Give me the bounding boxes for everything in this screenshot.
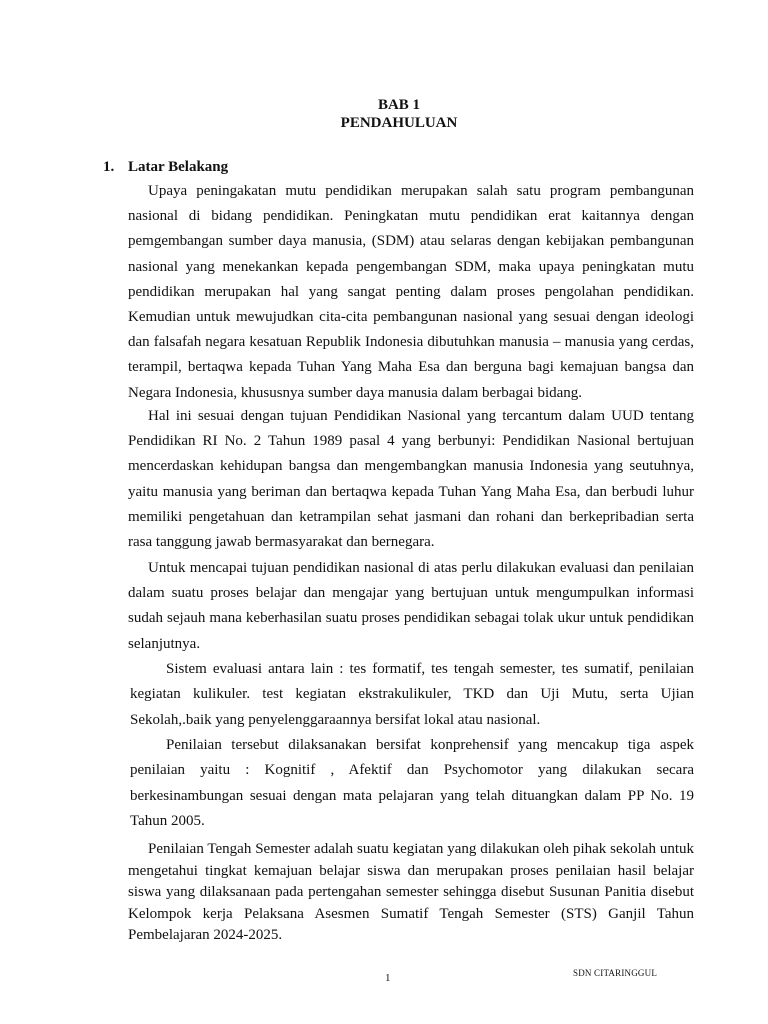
- chapter-number: BAB 1: [377, 97, 421, 113]
- paragraph-4: Sistem evaluasi antara lain : tes formatif, tes tengah semester, tes sumatif, penilaian kegiatan kulikuler. test kegiatan ekstrakulikuler, TKD dan Uji Mutu, serta Ujian Sekolah,.baik yang penyelenggaraannya bersifat lokal atau nasional.: [130, 661, 694, 728]
- paragraph-5: Penilaian tersebut dilaksanakan bersifat konprehensif yang mencakup tiga aspek penilaian yaitu : Kognitif , Afektif dan Psychomotor yang dilakukan secara berkesinambungan sesuai dengan mata pelajaran yang telah dituangkan dalam PP No. 19 Tahun 2005.: [130, 737, 694, 829]
- paragraph-3: Untuk mencapai tujuan pendidikan nasional di atas perlu dilakukan evaluasi dan penilaian dalam suatu proses belajar dan mengajar yang bertujuan untuk mengumpulkan informasi sudah sejauh mana keberhasilan suatu proses pendidikan sebagai tolak ukur untuk pendidikan selanjutnya.: [128, 560, 694, 652]
- paragraph-1: Upaya peningakatan mutu pendidikan merupakan salah satu program pembangunan nasional di bidang pendidikan. Peningkatan mutu pendidikan erat kaitannya dengan pemgembangan sumber daya manusia, (SDM) atau selaras dengan kebijakan pembangunan nasional yang menekankan kepada pengembangan SDM, maka upaya peningkatan mutu pendidikan merupakan hal yang sangat penting dalam proses pengolahan pendidikan. Kemudian untuk mewujudkan cita-cita pembangunan nasional yang sesuai dengan ideologi dan falsafah negara kesatuan Republik Indonesia dibutuhkan manusia – manusia yang cerdas, terampil, bertaqwa kepada Tuhan Yang Maha Esa dan berguna bagi kemajuan bangsa dan Negara Indonesia, khususnya sumber daya manusia dalam berbagai bidang.: [128, 183, 694, 401]
- paragraph-2: Hal ini sesuai dengan tujuan Pendidikan Nasional yang tercantum dalam UUD tentang Pendidikan RI No. 2 Tahun 1989 pasal 4 yang berbunyi: Pendidikan Nasional bertujuan mencerdaskan kehidupan bangsa dan mengembangkan manusia Indonesia yang seutuhnya, yaitu manusia yang beriman dan bertaqwa kepada Tuhan Yang Maha Esa, dan berbudi luhur memiliki pengetahuan dan ketrampilan sehat jasmani dan rohani dan berkepribadian serta rasa tanggung jawab bermasyarakat dan bernegara.: [128, 408, 694, 551]
- section-heading: [103, 157, 228, 177]
- paragraph-6: Penilaian Tengah Semester adalah suatu kegiatan yang dilakukan oleh pihak sekolah untuk mengetahui tingkat kemajuan belajar siswa dan merupakan proses penilaian hasil belajar siswa yang dilaksanaan pada pertengahan semester sehingga disebut Susunan Panitia disebut Kelompok kerja Pelaksana Asesmen Sumatif Tengah Semester (STS) Ganjil Tahun Pembelajaran 2024-2025.: [128, 841, 694, 944]
- footer-school-name: SDN CITARINGGUL: [573, 968, 658, 978]
- chapter-title: PENDAHULUAN: [340, 115, 458, 131]
- section-number: 1.: [103, 159, 115, 175]
- page-number: 1: [385, 972, 391, 984]
- section-title: Latar Belakang: [128, 159, 229, 175]
